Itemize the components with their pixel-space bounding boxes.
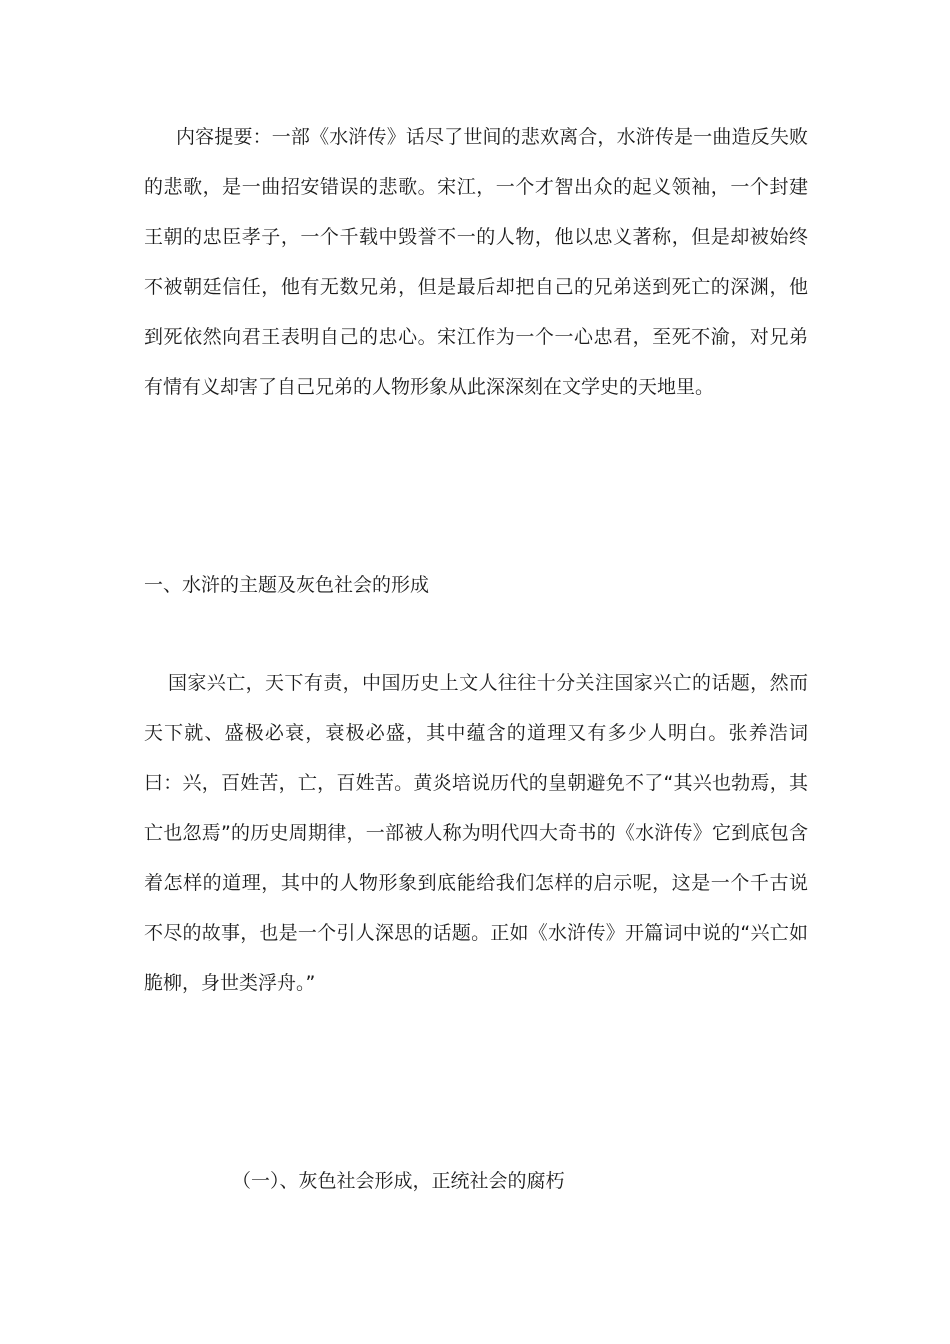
- subsection-heading: （一）、灰色社会形成，正统社会的腐朽: [232, 1170, 565, 1192]
- section-heading: 一、水浒的主题及灰色社会的形成: [144, 574, 430, 596]
- body-paragraph: 国家兴亡，天下有责，中国历史上文人往往十分关注国家兴亡的话题，然而天下就、盛极必衰，衰极必盛，其中蕴含的道理又有多少人明白。张养浩词曰：兴，百姓苦，亡，百姓苦。黄炎培说历代的皇朝避免不了“其兴也勃焉，其亡也忽焉”的历史周期律，一部被人称为明代四大奇书的《水浒传》它到底包含着怎样的道理，其中的人物形象到底能给我们怎样的启示呢，这是一个千古说不尽的故事，也是一个引人深思的话题。正如《水浒传》开篇词中说的“兴亡如脆柳，身世类浮舟。”: [144, 672, 808, 994]
- abstract-paragraph: 内容提要：一部《水浒传》话尽了世间的悲欢离合，水浒传是一曲造反失败的悲歌，是一曲招安错误的悲歌。宋江，一个才智出众的起义领袖，一个封建王朝的忠臣孝子，一个千载中毁誉不一的人物，他以忠义著称，但是却被始终不被朝廷信任，他有无数兄弟，但是最后却把自己的兄弟送到死亡的深渊，他到死依然向君王表明自己的忠心。宋江作为一个一心忠君，至死不渝，对兄弟有情有义却害了自己兄弟的人物形象从此深深刻在文学史的天地里。: [144, 126, 808, 398]
